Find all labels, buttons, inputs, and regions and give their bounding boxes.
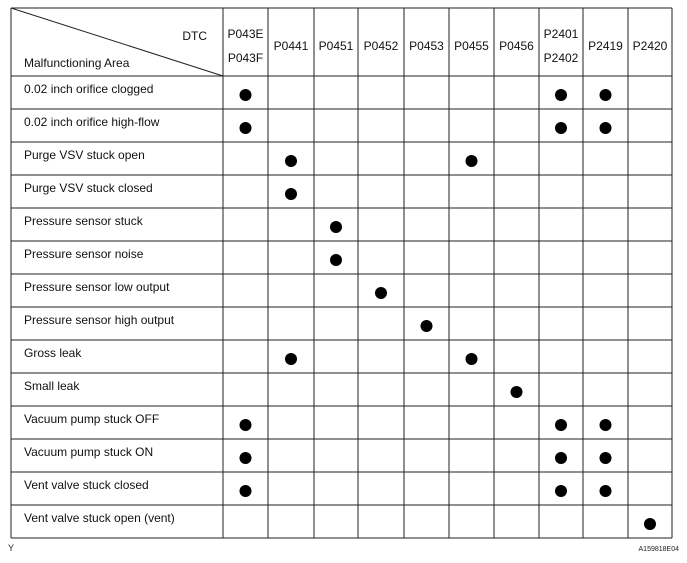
dtc-code-label: P0453 <box>409 39 444 53</box>
malfunction-area-label: Vacuum pump stuck OFF <box>24 412 160 426</box>
applicable-dtc-dot <box>421 320 433 332</box>
malfunction-area-label: Vacuum pump stuck ON <box>24 445 154 459</box>
applicable-dtc-dot <box>240 122 252 134</box>
applicable-dtc-dot <box>285 353 297 365</box>
malfunction-area-label: 0.02 inch orifice clogged <box>24 82 154 96</box>
applicable-dtc-dot <box>240 485 252 497</box>
applicable-dtc-dot <box>600 122 612 134</box>
malfunction-area-label: Pressure sensor noise <box>24 247 144 261</box>
footer-mark: Y <box>8 543 15 553</box>
applicable-dtc-dot <box>240 419 252 431</box>
dtc-code-label: P2419 <box>588 39 623 53</box>
applicable-dtc-dot <box>644 518 656 530</box>
applicable-dtc-dot <box>240 452 252 464</box>
applicable-dtc-dot <box>330 254 342 266</box>
applicable-dtc-dot <box>555 452 567 464</box>
malfunction-area-label: Gross leak <box>24 346 82 360</box>
malfunction-area-label: Pressure sensor low output <box>24 280 170 294</box>
dtc-code-label: P0441 <box>273 39 309 53</box>
malfunction-area-label: Pressure sensor stuck <box>24 214 143 228</box>
applicable-dtc-dot <box>285 155 297 167</box>
dtc-code-label: P043F <box>227 51 264 65</box>
applicable-dtc-dot <box>240 89 252 101</box>
malfunction-area-label: Purge VSV stuck closed <box>24 181 153 195</box>
malfunction-area-label: 0.02 inch orifice high-flow <box>24 115 160 129</box>
malfunction-area-label: Vent valve stuck open (vent) <box>24 511 175 525</box>
applicable-dtc-dot <box>555 89 567 101</box>
dtc-code-label: P0452 <box>363 39 399 53</box>
figure-id: A159818E04 <box>638 546 679 553</box>
applicable-dtc-dot <box>466 353 478 365</box>
header-dtc-label: DTC <box>182 29 207 43</box>
malfunction-area-label: Purge VSV stuck open <box>24 148 145 162</box>
applicable-dtc-dot <box>555 485 567 497</box>
dtc-code-label: P0455 <box>454 39 489 53</box>
applicable-dtc-dot <box>555 419 567 431</box>
dtc-code-label: P0456 <box>499 39 534 53</box>
applicable-dtc-dot <box>600 485 612 497</box>
malfunction-area-label: Small leak <box>24 379 80 393</box>
dtc-code-label: P0451 <box>318 39 354 53</box>
applicable-dtc-dot <box>600 89 612 101</box>
applicable-dtc-dot <box>511 386 523 398</box>
applicable-dtc-dot <box>600 452 612 464</box>
dtc-code-label: P2402 <box>543 51 579 65</box>
dtc-code-label: P2401 <box>543 27 579 41</box>
malfunction-area-label: Pressure sensor high output <box>24 313 175 327</box>
dtc-code-label: P043E <box>227 27 264 41</box>
applicable-dtc-dot <box>466 155 478 167</box>
applicable-dtc-dot <box>600 419 612 431</box>
applicable-dtc-dot <box>285 188 297 200</box>
applicable-dtc-dot <box>375 287 387 299</box>
applicable-dtc-dot <box>330 221 342 233</box>
malfunction-area-label: Vent valve stuck closed <box>24 478 149 492</box>
header-area-label: Malfunctioning Area <box>24 56 130 70</box>
applicable-dtc-dot <box>555 122 567 134</box>
dtc-code-label: P2420 <box>632 39 668 53</box>
